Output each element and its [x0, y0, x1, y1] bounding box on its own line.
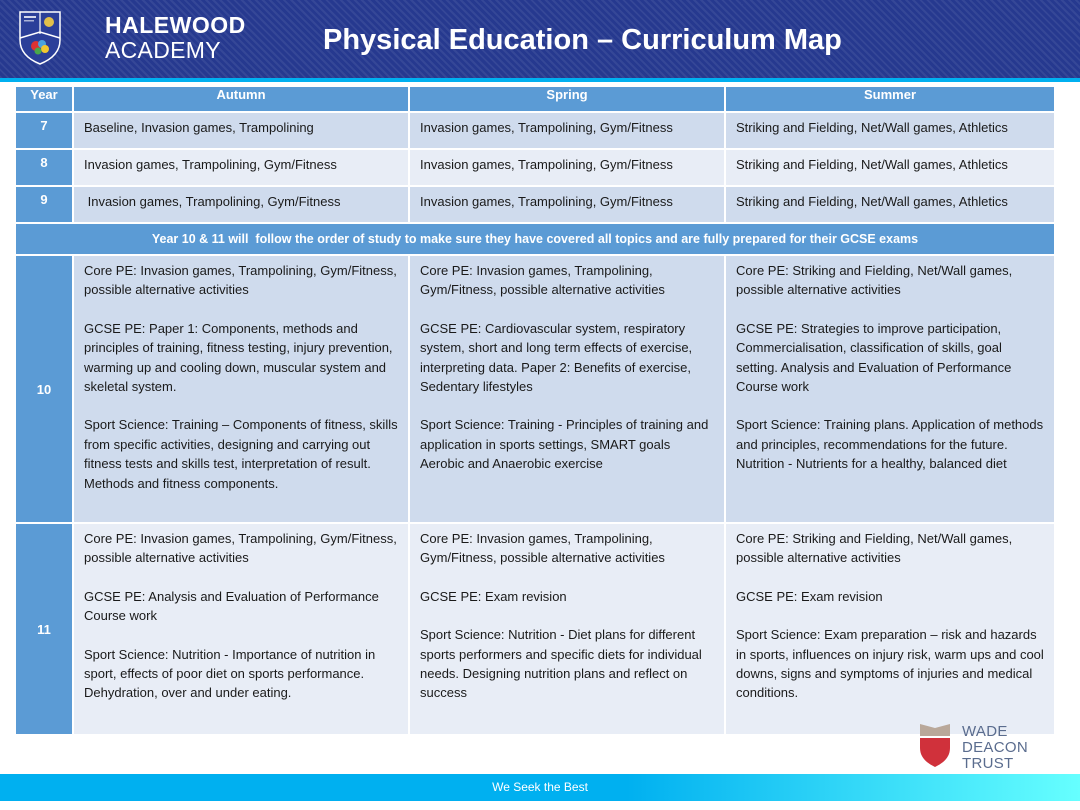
spring-cell: Invasion games, Trampolining, Gym/Fitness	[409, 149, 725, 186]
gcse-pe-text: GCSE PE: Exam revision	[420, 588, 567, 604]
curriculum-table	[14, 85, 1056, 736]
year-cell: 11	[15, 523, 73, 735]
table-row-year-11	[15, 523, 1055, 735]
spring-cell	[409, 255, 725, 523]
sport-science-text: Sport Science: Nutrition - Diet plans for different sports performers and specific diets for individual needs. Designing nutrition plans and reflect on success	[420, 627, 702, 701]
sport-science-text: Sport Science: Training plans. Application of methods and principles, recommendations for the future. Nutrition - Nutrients for a healthy, balanced diet	[736, 417, 1044, 472]
column-header-summer: Summer	[725, 86, 1055, 112]
column-header-spring: Spring	[409, 86, 725, 112]
column-header-year: Year	[15, 86, 73, 112]
core-pe-text: Core PE: Invasion games, Trampolining, Gym/Fitness, possible alternative activities	[420, 531, 665, 566]
sport-science-text: Sport Science: Training – Components of fitness, skills from specific activities, designing and carrying out fitness tests and skills test, interpretation of result. Methods and fitness components.	[84, 417, 398, 491]
table-row-year-9	[15, 186, 1055, 223]
gcse-pe-text: GCSE PE: Analysis and Evaluation of Performance Course work	[84, 588, 379, 624]
school-name	[105, 13, 246, 63]
ks4-banner-row	[15, 223, 1055, 255]
year-cell: 9	[15, 186, 73, 223]
spring-cell: Invasion games, Trampolining, Gym/Fitness	[409, 112, 725, 149]
core-pe-text: Core PE: Striking and Fielding, Net/Wall games, possible alternative activities	[736, 531, 1013, 566]
header-accent-line	[0, 78, 1080, 82]
trust-shield-icon	[918, 722, 952, 768]
autumn-cell: Baseline, Invasion games, Trampolining	[73, 112, 409, 149]
sport-science-text: Sport Science: Training - Principles of training and application in sports settings, SMART goals Aerobic and Anaerobic exercise	[420, 417, 709, 472]
autumn-cell	[73, 523, 409, 735]
table-row-year-7	[15, 112, 1055, 149]
autumn-cell: Invasion games, Trampolining, Gym/Fitness	[73, 149, 409, 186]
spring-cell	[409, 523, 725, 735]
footer-motto: We Seek the Best	[492, 780, 588, 794]
page-title: Physical Education – Curriculum Map	[323, 24, 842, 56]
year-cell: 10	[15, 255, 73, 523]
school-name-line1: HALEWOOD	[105, 12, 246, 38]
gcse-pe-text: GCSE PE: Exam revision	[736, 588, 883, 604]
gcse-pe-text: GCSE PE: Strategies to improve participation, Commercialisation, classification of skills, goal setting. Analysis and Evaluation of Performance Course work	[736, 320, 1012, 395]
page-header	[0, 0, 1080, 78]
summer-cell	[725, 255, 1055, 523]
column-header-autumn: Autumn	[73, 86, 409, 112]
summer-cell: Striking and Fielding, Net/Wall games, Athletics	[725, 149, 1055, 186]
trust-logo	[918, 722, 1078, 770]
table-row-year-10	[15, 255, 1055, 523]
year-cell: 7	[15, 112, 73, 149]
core-pe-text: Core PE: Invasion games, Trampolining, Gym/Fitness, possible alternative activities	[420, 263, 665, 298]
core-pe-text: Core PE: Invasion games, Trampolining, Gym/Fitness, possible alternative activities	[84, 263, 397, 298]
school-name-line2: ACADEMY	[105, 37, 221, 63]
table-row-year-8	[15, 149, 1055, 186]
summer-cell: Striking and Fielding, Net/Wall games, Athletics	[725, 112, 1055, 149]
core-pe-text: Core PE: Invasion games, Trampolining, Gym/Fitness, possible alternative activities	[84, 531, 397, 566]
summer-cell	[725, 523, 1055, 735]
footer-bar	[0, 774, 1080, 801]
trust-name-line2: TRUST	[962, 755, 1014, 772]
trust-name-line1: WADE DEACON	[962, 723, 1028, 756]
summer-cell: Striking and Fielding, Net/Wall games, Athletics	[725, 186, 1055, 223]
academy-crest-icon	[18, 10, 62, 66]
trust-name	[962, 724, 1078, 772]
year-cell: 8	[15, 149, 73, 186]
core-pe-text: Core PE: Striking and Fielding, Net/Wall games, possible alternative activities	[736, 263, 1013, 298]
gcse-pe-text: GCSE PE: Paper 1: Components, methods and principles of training, fitness testing, injury prevention, warming up and cooling down, muscular system and skeletal system.	[84, 320, 393, 395]
ks4-banner-text: Year 10 & 11 will follow the order of study to make sure they have covered all topics and are fully prepared for their GCSE exams	[15, 223, 1055, 255]
autumn-cell	[73, 255, 409, 523]
autumn-cell: Invasion games, Trampolining, Gym/Fitness	[73, 186, 409, 223]
gcse-pe-text: GCSE PE: Cardiovascular system, respiratory system, short and long term effects of exercise, interpreting data. Paper 2: Benefits of exercise, Sedentary lifestyles	[420, 320, 693, 395]
spring-cell: Invasion games, Trampolining, Gym/Fitness	[409, 186, 725, 223]
table-header-row	[15, 86, 1055, 112]
sport-science-text: Sport Science: Exam preparation – risk and hazards in sports, influences on injury risk, warm ups and cool downs, signs and symptoms of injuries and medical conditions.	[736, 627, 1044, 701]
sport-science-text: Sport Science: Nutrition - Importance of nutrition in sport, effects of poor diet on sports performance. Dehydration, over and under eating.	[84, 646, 376, 701]
